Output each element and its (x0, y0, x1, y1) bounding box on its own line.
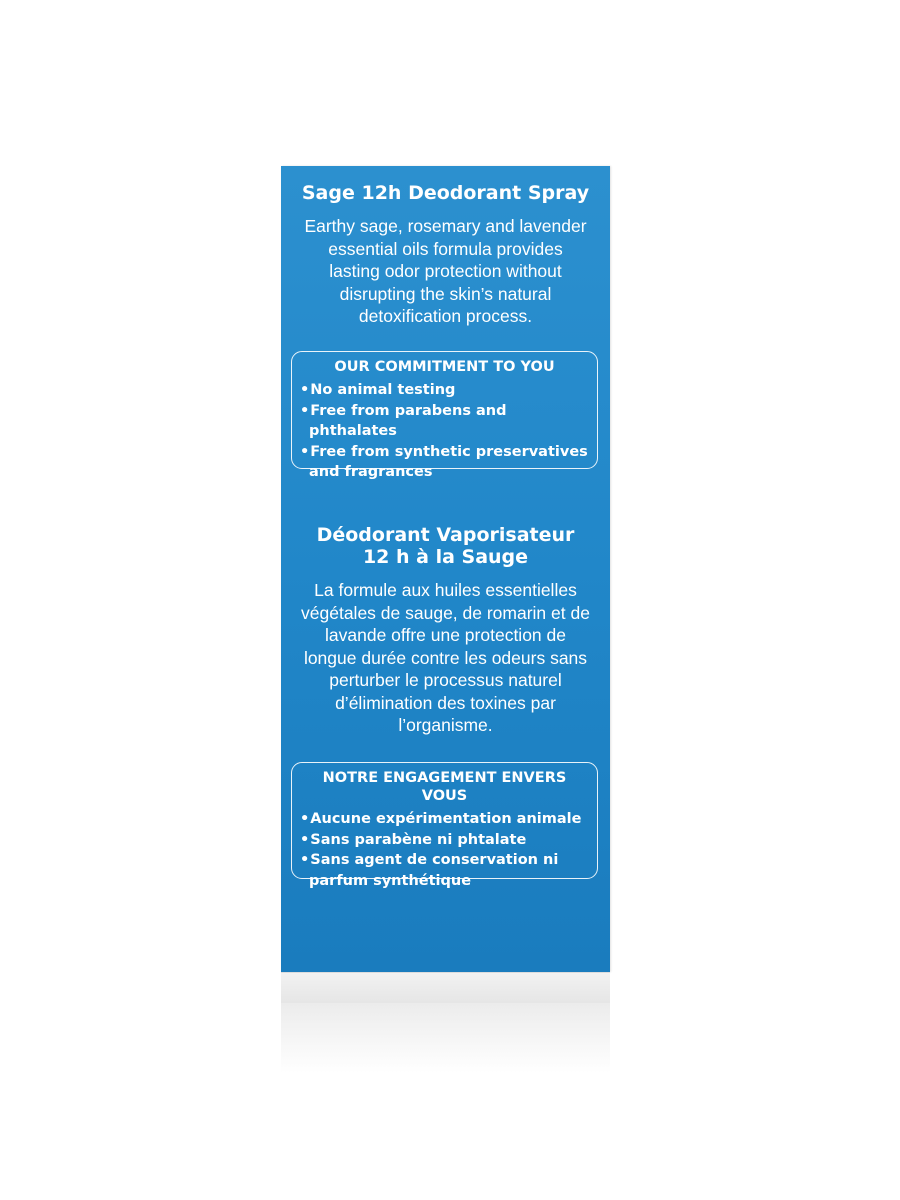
english-commitment-list (300, 380, 589, 483)
english-commitment-item: • Free from parabens and phthalates (300, 401, 589, 442)
french-commitment-panel (291, 762, 598, 889)
english-commitment-item: • Free from synthetic preservatives and fragrances (300, 442, 589, 483)
box-reflection (281, 1003, 610, 1073)
french-commitment-item: • Sans agent de conservation ni parfum synthétique (300, 850, 589, 891)
english-product-description: Earthy sage, rosemary and lavender essential oils formula provides lasting odor protection without disrupting the skin’s natural detoxification process. (304, 216, 587, 326)
french-product-description: La formule aux huiles essentielles végétales de sauge, de romarin et de lavande offre une protection de longue durée contre les odeurs sans perturber le processus naturel d’élimination des toxines par l’organisme. (301, 580, 590, 735)
french-commitment-list (300, 809, 589, 891)
english-product-title: Sage 12h Deodorant Spray (301, 182, 590, 204)
french-commitment-item: • Aucune expérimentation animale (300, 809, 589, 830)
english-commitment-heading: OUR COMMITMENT TO YOU (334, 359, 555, 375)
english-commitment-item: • No animal testing (300, 380, 589, 401)
product-box-side-panel (281, 166, 610, 972)
french-commitment-heading: NOTRE ENGAGEMENT ENVERS VOUS (322, 770, 567, 804)
french-product-title: Déodorant Vaporisateur 12 h à la Sauge (316, 524, 575, 568)
french-commitment-item: • Sans parabène ni phtalate (300, 830, 589, 851)
english-commitment-panel (291, 351, 598, 480)
box-bottom-edge (281, 972, 610, 1003)
